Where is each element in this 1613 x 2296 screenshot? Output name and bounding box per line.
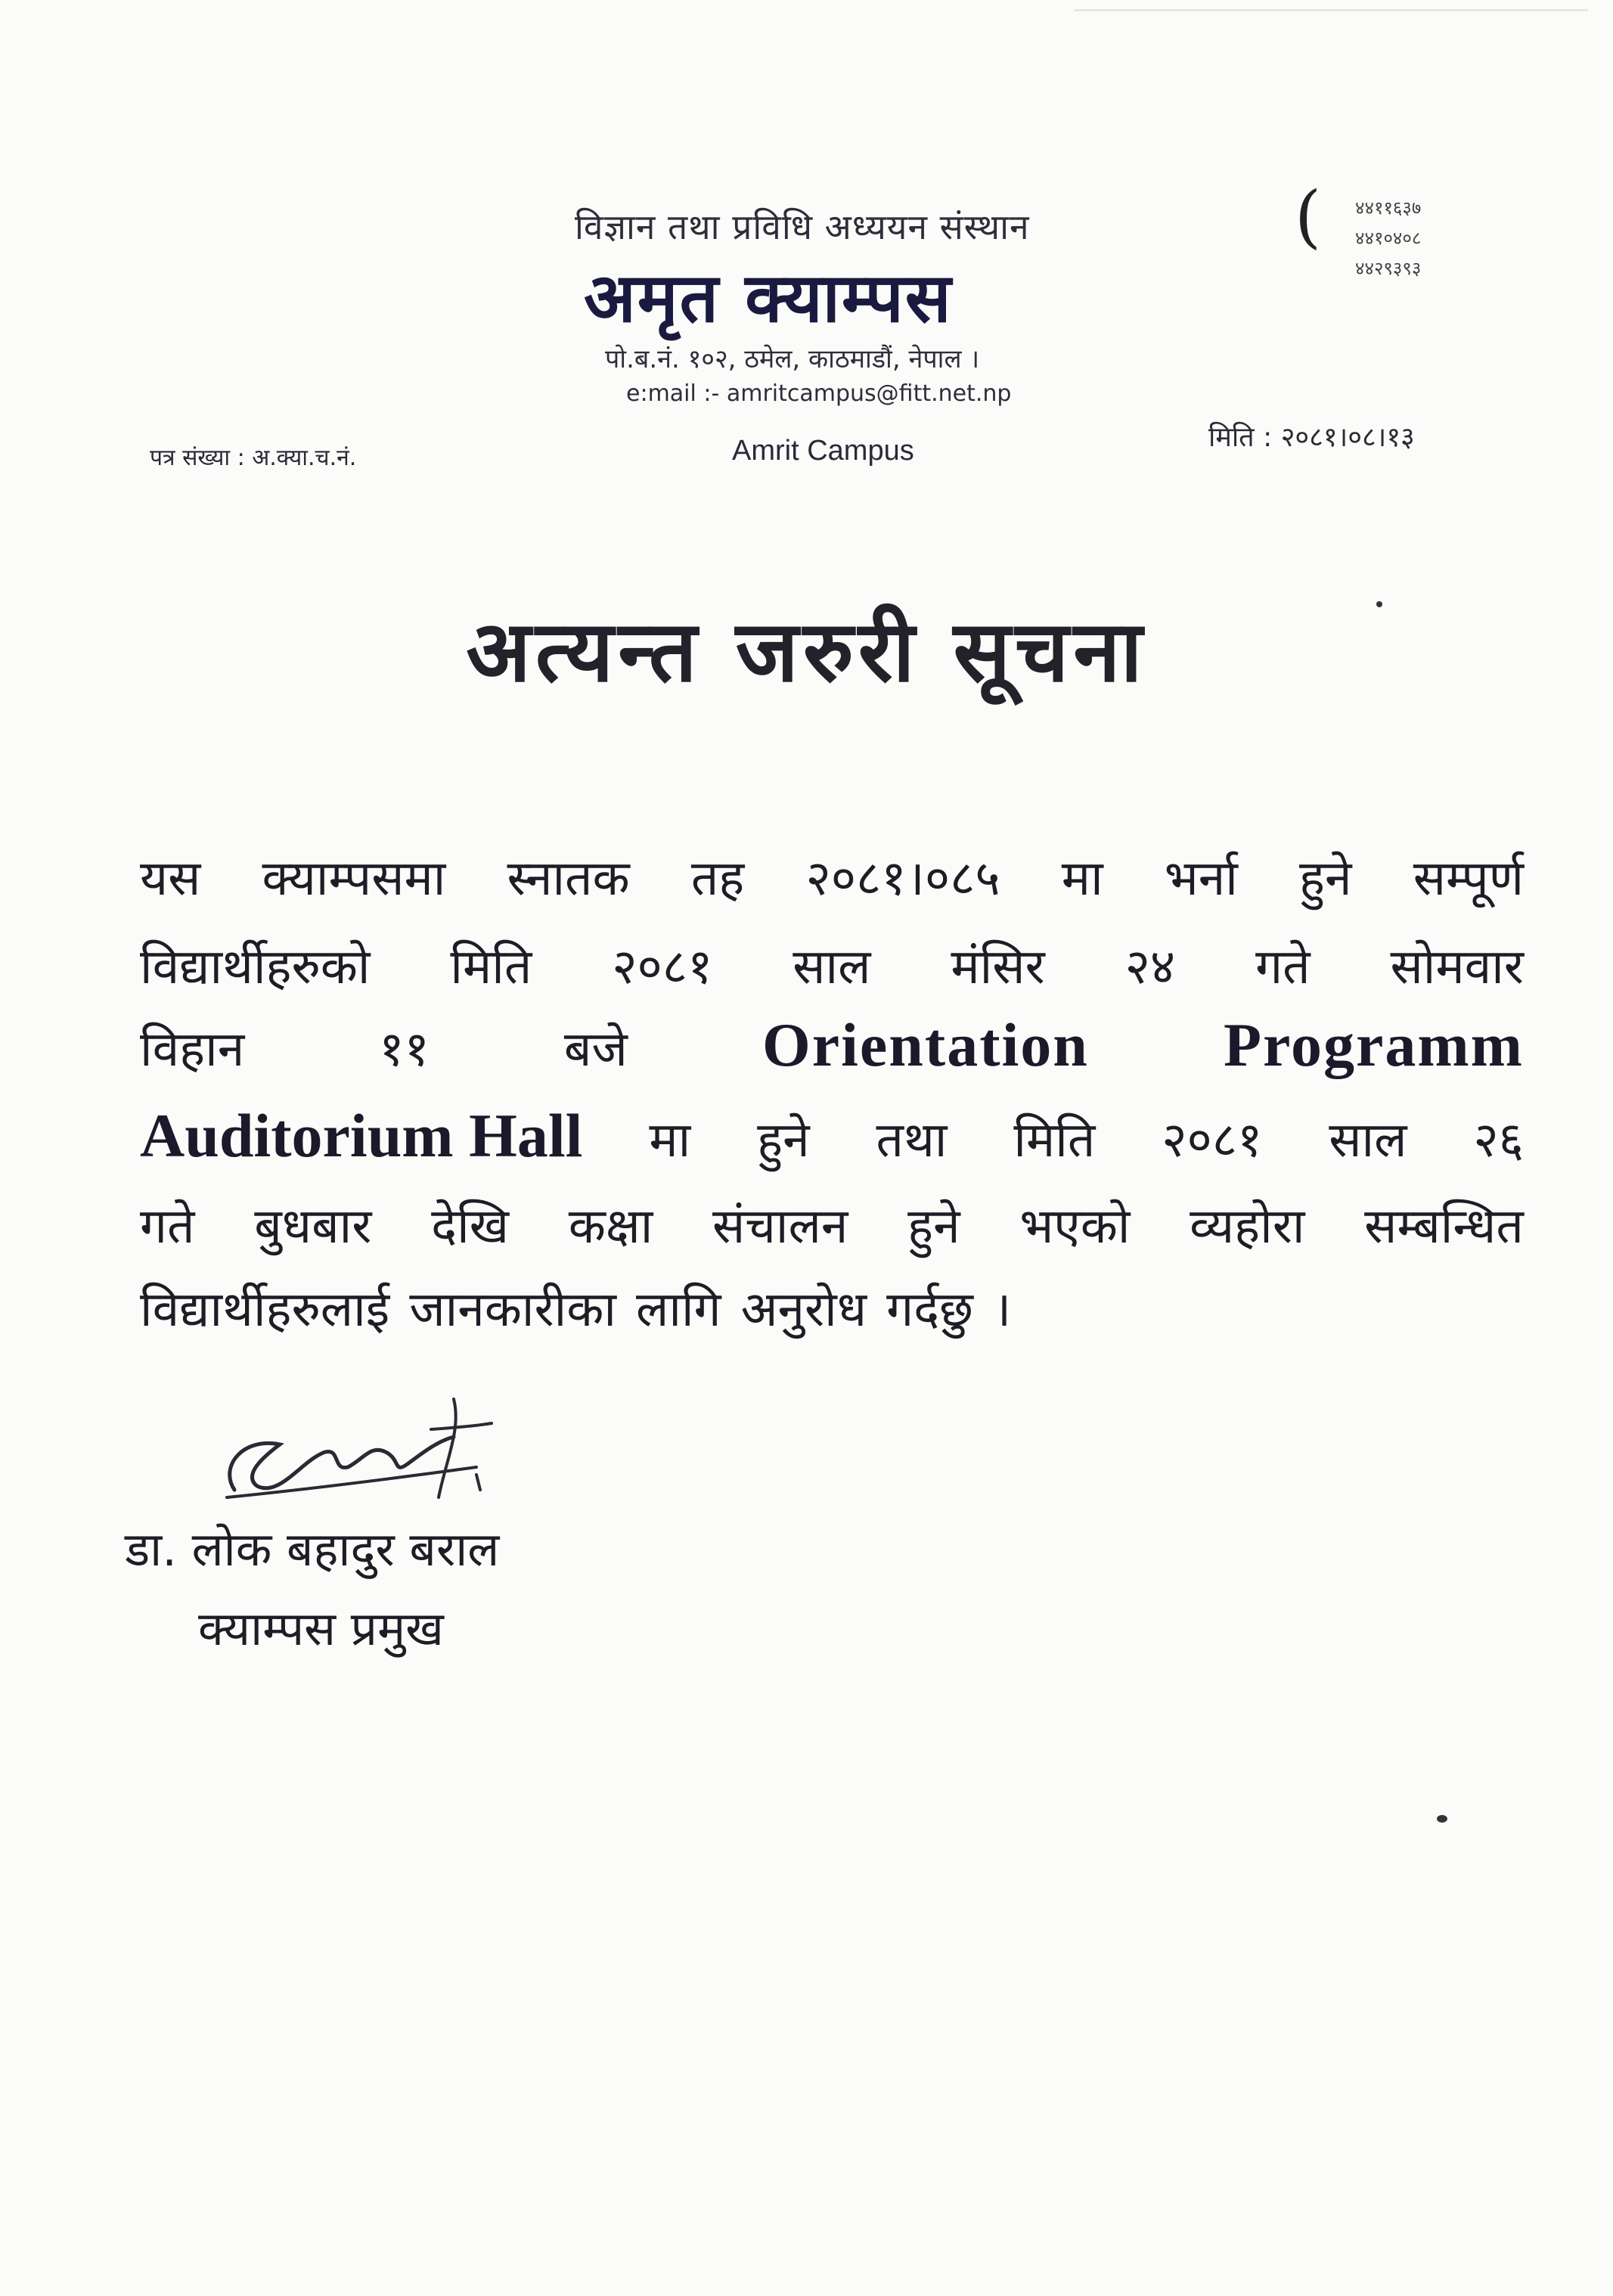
word: गते [140,1199,195,1255]
body-line-4 [140,1100,1524,1171]
word: साल [1329,1112,1407,1168]
word: गते [1255,939,1311,995]
email-label: e:mail :- [626,380,720,407]
word: ११ [379,1022,430,1078]
word: तह [690,851,745,907]
word: विद्यार्थीहरुलाई [140,1282,390,1338]
reference-number: पत्र संख्या : अ.क्या.च.नं. [150,445,357,471]
institute-name: विज्ञान तथा प्रविधि अध्ययन संस्थान [575,206,1030,247]
body-line-6 [140,1274,1524,1340]
word: यस [140,851,201,907]
word: देखि [431,1199,510,1255]
word: स्नातक [507,851,630,907]
word: गर्दछु [886,1282,973,1338]
word: जानकारीका [409,1282,616,1338]
word: लागि [635,1282,721,1338]
body-line-3 [140,1010,1524,1081]
campus-name: अमृत क्याम्पस [584,259,953,338]
campus-address: पो.ब.नं. १०२, ठमेल, काठमाडौं, नेपाल । [605,344,980,374]
ink-speck [1437,1815,1447,1823]
word: २०८१ [1162,1112,1263,1168]
word: व्यहोरा [1190,1199,1305,1255]
english-word: Orientation [762,1010,1089,1079]
campus-email [626,380,1011,407]
body-line-5 [140,1191,1524,1257]
word: भएको [1019,1199,1131,1255]
word: विद्यार्थीहरुको [140,939,371,995]
word: । [992,1282,1012,1338]
word: २०८१।०८५ [805,851,1000,907]
word: हुने [907,1199,960,1255]
phone-number-3: ४४२९३९३ [1355,258,1422,279]
phone-numbers [1355,193,1421,284]
email-address: amritcampus@fitt.net.np [726,380,1012,407]
word: अनुरोध [740,1282,867,1338]
ink-speck [1376,601,1382,607]
signatory-role: क्याम्पस प्रमुख [198,1601,444,1656]
notice-title: अत्यन्त जरुरी सूचना [466,603,1147,701]
word: बुधबार [254,1199,372,1255]
word: मिति [1013,1112,1096,1168]
word: सम्बन्धित [1364,1199,1524,1255]
word: विहान [140,1022,245,1078]
word: २६ [1473,1112,1524,1168]
word: कक्षा [568,1199,653,1255]
word: मिति [450,939,532,995]
word: सोमवार [1390,939,1524,995]
word: क्याम्पसमा [262,851,446,907]
phone-number-1: ४४११६३७ [1355,197,1422,219]
word: मा [649,1112,691,1168]
phone-bracket-icon: ( [1295,177,1322,256]
word: हुने [757,1112,810,1168]
word: संचालन [712,1199,848,1255]
phone-number-2: ४४१०४०८ [1355,228,1422,249]
word: बजे [563,1022,628,1078]
campus-name-english: Amrit Campus [732,435,914,467]
word: तथा [876,1112,948,1168]
english-word: Programm [1223,1010,1524,1079]
word: सम्पूर्ण [1413,851,1524,907]
english-word: Auditorium Hall [140,1101,583,1170]
word: हुने [1299,851,1352,907]
word: मंसिर [951,939,1045,995]
word: मा [1061,851,1103,907]
body-line-2 [140,932,1524,998]
word: २०८१ [612,939,713,995]
signatory-name: डा. लोक बहादुर बराल [125,1522,500,1577]
word: २४ [1124,939,1176,995]
scan-edge-line [1074,9,1588,11]
body-line-1 [140,843,1524,909]
word: भर्ना [1164,851,1238,907]
notice-date: मिति : २०८१।०८।१३ [1208,422,1415,453]
word: साल [793,939,871,995]
signature-image [212,1384,514,1520]
